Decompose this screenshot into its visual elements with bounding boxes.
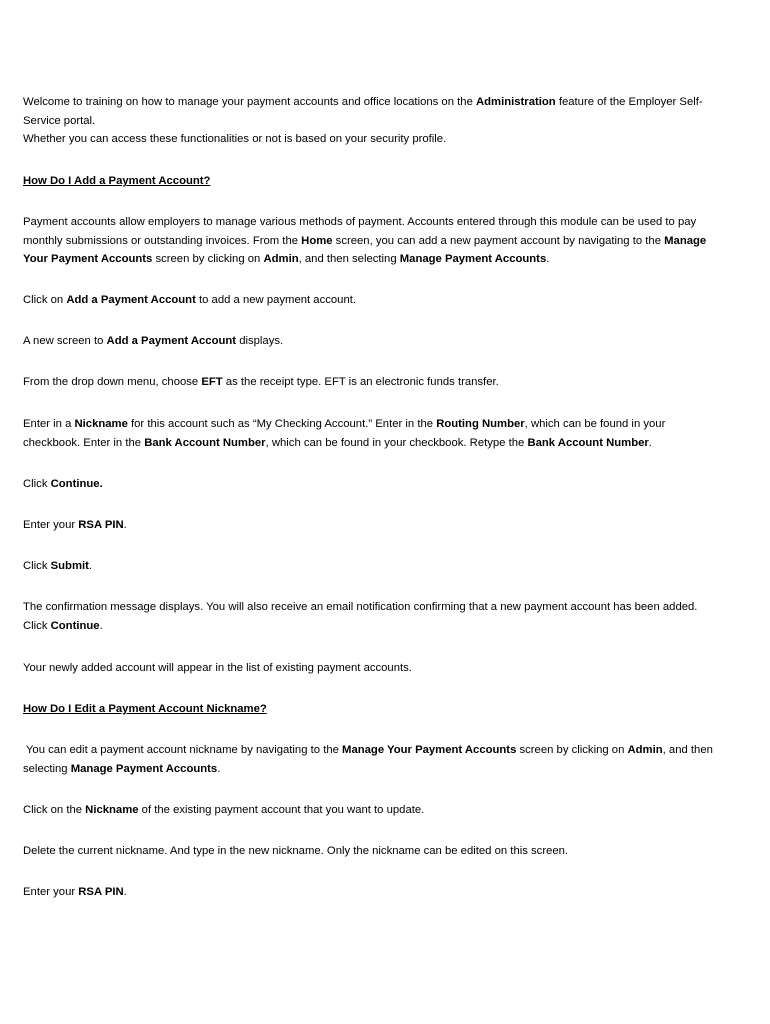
text: Enter your <box>23 519 79 531</box>
text: Click <box>23 560 51 572</box>
text: From the drop down menu, choose <box>23 376 202 388</box>
intro-paragraph <box>23 93 723 149</box>
bold-admin: Admin <box>627 744 663 756</box>
bold-routing-number: Routing Number <box>436 418 525 430</box>
text: screen by clicking on <box>516 744 628 756</box>
bold-nickname: Nickname <box>85 804 139 816</box>
text: , and then selecting <box>23 744 713 775</box>
text: to add a new payment account. <box>195 294 357 306</box>
text: Click <box>23 478 51 490</box>
bold-manage-your-payment-accounts: Manage Your Payment Accounts <box>23 234 707 265</box>
step-click-add-account <box>23 291 723 310</box>
bold-nickname: Nickname <box>74 418 128 430</box>
bold-continue: Continue. <box>50 478 103 490</box>
edit-nickname-intro-paragraph <box>23 741 723 778</box>
text: displays. <box>236 335 284 347</box>
text: . <box>546 253 550 265</box>
text: . <box>123 886 127 898</box>
text: , which can be found in your checkbook. Enter in the <box>23 418 666 449</box>
text: screen by clicking on <box>152 253 264 265</box>
text: for this account such as “My Checking Account.” Enter in the <box>127 418 437 430</box>
text: . <box>99 619 103 632</box>
text: The confirmation message displays. You will also receive an email notification confirming that a new payment account has been added. <box>23 601 698 613</box>
step-new-screen-displays <box>23 332 723 351</box>
text: , and then selecting <box>298 253 400 265</box>
intro-bold-administration: Administration <box>475 96 556 108</box>
step-click-nickname <box>23 801 723 820</box>
step-account-appears: Your newly added account will appear in the list of existing payment accounts. <box>23 662 412 674</box>
bold-eft: EFT <box>201 376 223 388</box>
intro-text-2: feature of the Employer Self-Service portal. <box>23 96 703 127</box>
text: screen, you can add a new payment account by navigating to the <box>332 234 665 247</box>
text: Click on the <box>23 804 86 816</box>
bold-home: Home <box>301 234 333 247</box>
step-enter-rsa-pin <box>23 516 723 535</box>
step-click-submit <box>23 557 723 576</box>
section-heading-add-account: How Do I Add a Payment Account? <box>23 175 211 187</box>
bold-admin: Admin <box>263 253 299 265</box>
text: as the receipt type. EFT is an electronic funds transfer. <box>222 376 499 388</box>
section-heading-edit-nickname: How Do I Edit a Payment Account Nickname? <box>23 703 267 715</box>
bold-submit: Submit <box>50 560 89 572</box>
intro-security-note: Whether you can access these functionalities or not is based on your security profile. <box>23 133 447 145</box>
text: of the existing payment account that you want to update. <box>138 804 425 816</box>
text: Click <box>23 619 51 632</box>
step-click-continue <box>23 475 723 494</box>
intro-text-1: Welcome to training on how to manage your payment accounts and office locations on the <box>23 96 476 108</box>
text: A new screen to <box>23 335 107 347</box>
text: Click on <box>23 294 67 306</box>
step-delete-nickname: Delete the current nickname. And type in the new nickname. Only the nickname can be edited on this screen. <box>23 845 569 857</box>
bold-continue: Continue <box>50 619 100 632</box>
bold-manage-payment-accounts: Manage Payment Accounts <box>399 253 547 265</box>
bold-bank-account-number: Bank Account Number <box>144 436 266 449</box>
text: Payment accounts allow employers to manage various methods of payment. Accounts entered through this module can be used to pay monthly submissions or outstanding invoices. From the <box>23 216 697 247</box>
text: Enter your <box>23 886 79 898</box>
text: . <box>88 560 93 572</box>
bold-add-a-payment-account: Add a Payment Account <box>106 335 237 347</box>
add-account-intro-paragraph <box>23 213 723 269</box>
step-choose-eft <box>23 373 723 392</box>
bold-bank-account-number: Bank Account Number <box>527 436 649 449</box>
step-enter-account-details <box>23 415 723 452</box>
text: Enter in a <box>23 418 75 430</box>
step-confirmation-message <box>23 598 723 635</box>
step-enter-rsa-pin-2 <box>23 883 723 902</box>
bold-rsa-pin: RSA PIN <box>78 519 124 531</box>
bold-add-a-payment-account: Add a Payment Account <box>66 294 196 306</box>
bold-rsa-pin: RSA PIN <box>78 886 124 898</box>
bold-manage-payment-accounts: Manage Payment Accounts <box>70 762 218 775</box>
text: . <box>648 436 652 449</box>
text: . <box>123 519 127 531</box>
text: , which can be found in your checkbook. Retype the <box>265 436 528 449</box>
text: You can edit a payment account nickname by navigating to the <box>23 744 343 756</box>
text: . <box>217 762 221 775</box>
bold-manage-your-payment-accounts: Manage Your Payment Accounts <box>342 744 517 756</box>
